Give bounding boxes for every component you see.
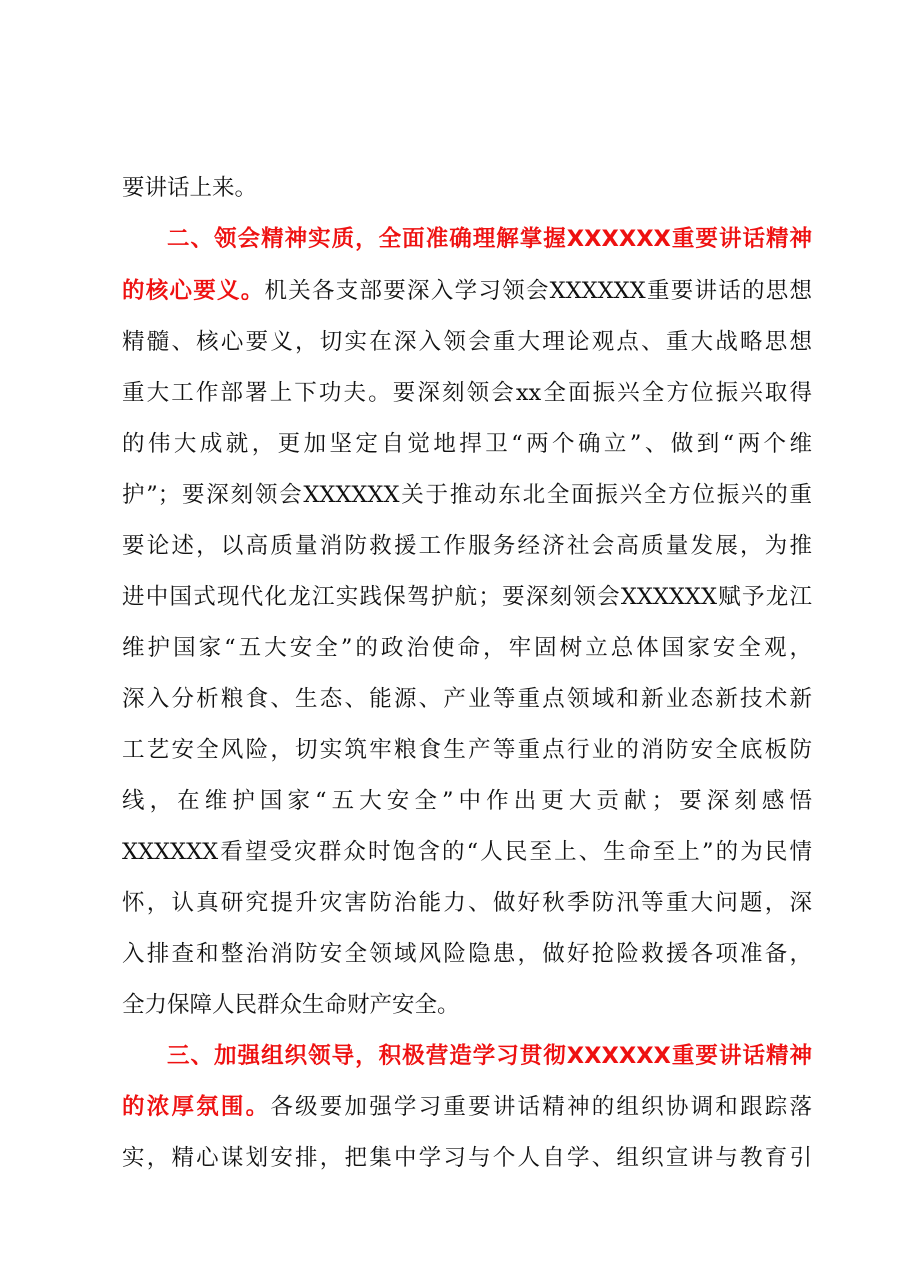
paragraph-2-line-6 <box>122 473 812 517</box>
body-text: 要论述，以高质量消防救援工作服务经济社会高质量发展，为推 <box>122 533 812 559</box>
paragraph-1-line-1 <box>122 166 812 210</box>
body-text: 怀，认真研究提升灾害防治能力、做好秋季防汛等重大问题，深 <box>122 890 812 916</box>
body-text: 入排查和整治消防安全领域风险隐患，做好抢险救援各项准备， <box>122 941 812 967</box>
body-text: 各级要加强学习重要讲话精神的组织协调和跟踪落 <box>270 1094 812 1120</box>
paragraph-3-line-3 <box>122 1136 812 1180</box>
paragraph-2-line-9 <box>122 626 812 670</box>
body-text: 重大工作部署上下功夫。要深刻领会xx全面振兴全方位振兴取得 <box>122 380 812 406</box>
paragraph-2-line-15 <box>122 932 812 976</box>
paragraph-2-line-13 <box>122 830 812 874</box>
paragraph-2-line-16 <box>122 983 812 1027</box>
section-heading: 三、加强组织领导，积极营造学习贯彻XXXXXX重要讲话精神 <box>167 1043 812 1069</box>
paragraph-2-line-10 <box>122 677 812 721</box>
paragraph-2-line-11 <box>122 728 812 772</box>
body-text: 全力保障人民群众生命财产安全。 <box>122 992 460 1018</box>
body-text: 线，在维护国家“五大安全”中作出更大贡献；要深刻感悟 <box>122 788 812 814</box>
section-2-heading-line-1 <box>167 217 812 261</box>
paragraph-2-line-7 <box>122 524 812 568</box>
section-heading: 二、领会精神实质，全面准确理解掌握XXXXXX重要讲话精神 <box>167 226 812 252</box>
body-text: 进中国式现代化龙江实践保驾护航；要深刻领会XXXXXX赋予龙江 <box>122 584 812 610</box>
body-text: 深入分析粮食、生态、能源、产业等重点领域和新业态新技术新 <box>122 686 812 712</box>
body-text: 维护国家“五大安全”的政治使命，牢固树立总体国家安全观， <box>122 635 812 661</box>
paragraph-2-line-2 <box>122 269 812 313</box>
body-text: 精髓、核心要义，切实在深入领会重大理论观点、重大战略思想 <box>122 329 812 355</box>
section-3-heading-line-1 <box>167 1034 812 1078</box>
section-heading: 的浓厚氛围。 <box>122 1094 271 1120</box>
body-text: XXXXXX看望受灾群众时饱含的“人民至上、生命至上”的为民情 <box>122 839 812 865</box>
body-text: 的伟大成就，更加坚定自觉地捍卫“两个确立”、做到“两个维 <box>122 431 812 457</box>
body-text: 要讲话上来。 <box>122 175 258 201</box>
paragraph-2-line-12 <box>122 779 812 823</box>
paragraph-2-line-8 <box>122 575 812 619</box>
paragraph-2-line-3 <box>122 320 812 364</box>
section-heading: 的核心要义。 <box>122 278 265 304</box>
paragraph-3-line-2 <box>122 1085 812 1129</box>
paragraph-2-line-4 <box>122 371 812 415</box>
body-text: 工艺安全风险，切实筑牢粮食生产等重点行业的消防安全底板防 <box>122 737 812 763</box>
body-text: 机关各支部要深入学习领会XXXXXX重要讲话的思想 <box>264 278 812 304</box>
body-text: 实，精心谋划安排，把集中学习与个人自学、组织宣讲与教育引 <box>122 1145 812 1171</box>
body-text: 护”；要深刻领会XXXXXX关于推动东北全面振兴全方位振兴的重 <box>122 482 812 508</box>
paragraph-2-line-14 <box>122 881 812 925</box>
paragraph-2-line-5 <box>122 422 812 466</box>
